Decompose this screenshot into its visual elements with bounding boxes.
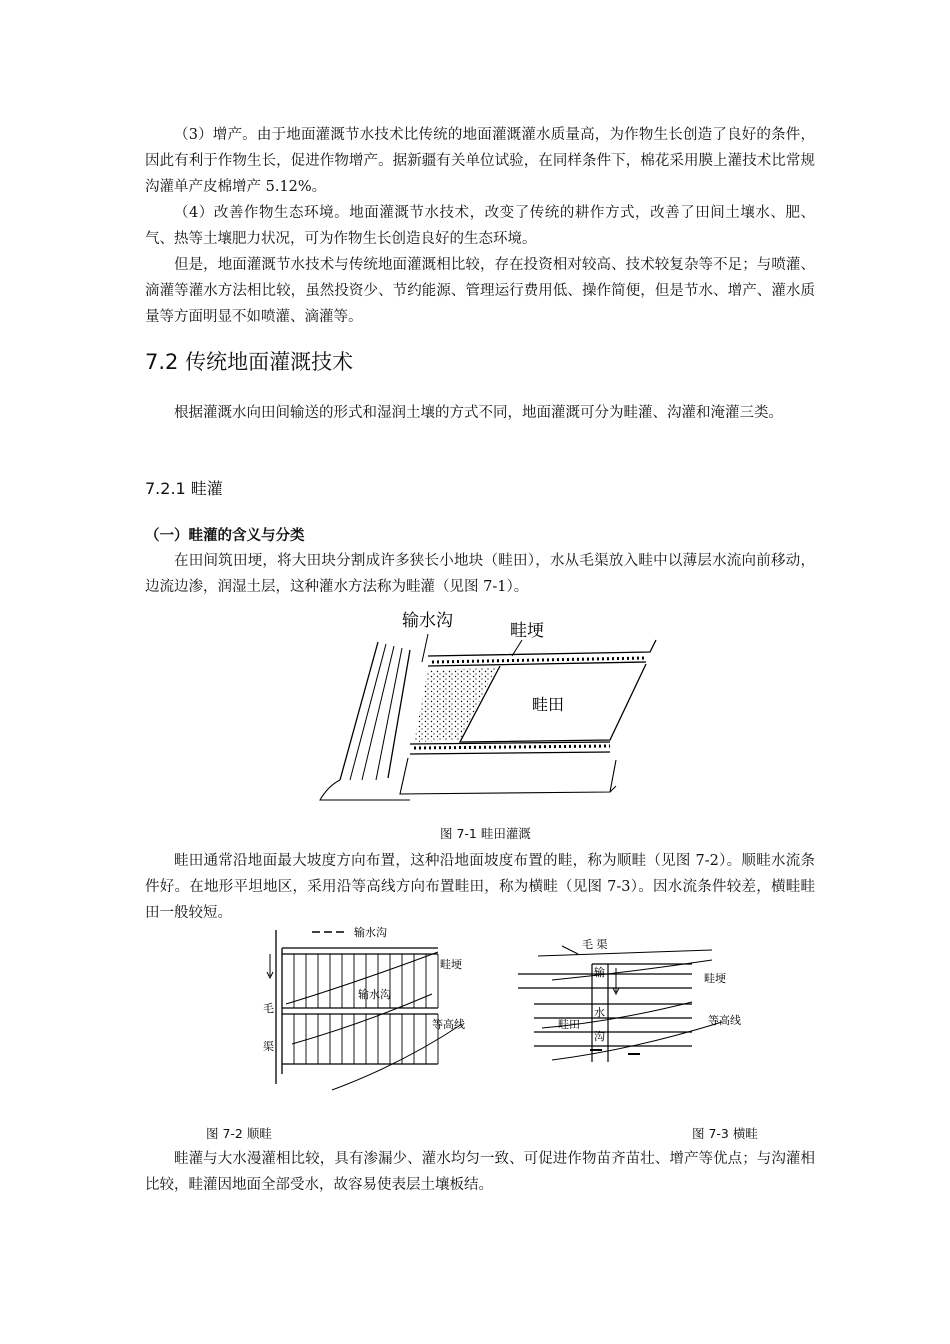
paragraph-yield: （3）增产。由于地面灌溉节水技术比传统的地面灌溉灌水质量高，为作物生长创造了良好的条件，因此有利于作物生长，促进作物增产。据新疆有关单位试验，在同样条件下，棉花采用膜上灌技术比常规沟灌单产皮棉增产 5.12%。	[145, 127, 815, 195]
fig3-label-field: 畦田	[558, 1018, 580, 1031]
fig3-label-gou: 沟	[594, 1030, 605, 1043]
paragraph-comparison: 畦灌与大水漫灌相比较，具有渗漏少、灌水均匀一致、可促进作物苗齐苗壮、增产等优点；与沟灌相比较，畦灌因地面全部受水，故容易使表层土壤板结。	[145, 1151, 815, 1193]
figure-7-2-diagram	[262, 924, 482, 1104]
fig2-label-mao: 毛	[263, 1002, 274, 1015]
fig3-label-maoqu: 毛 渠	[582, 938, 608, 951]
paragraph-layout: 畦田通常沿地面最大坡度方向布置，这种沿地面坡度布置的畦，称为顺畦（见图 7-2）。顺畦水流条件好。在地形平坦地区，采用沿等高线方向布置畦田，称为横畦（见图 7-3）。因水流条件较差，横畦畦田一般较短。	[145, 853, 815, 921]
figure-7-1-caption: 图 7-1 畦田灌溉	[440, 826, 531, 841]
fig2-label-qu: 渠	[263, 1040, 274, 1053]
paragraph-drawbacks: 但是，地面灌溉节水技术与传统地面灌溉相比较，存在投资相对较高、技术较复杂等不足；与喷灌、滴灌等灌水方法相比较，虽然投资少、节约能源、管理运行费用低、操作简便，但是节水、增产、灌水质量等方面明显不如喷灌、滴灌等。	[145, 257, 815, 325]
fig3-label-shu: 输	[594, 966, 605, 979]
fig2-label-contour: 等高线	[432, 1018, 465, 1031]
fig1-label-field: 畦田	[532, 695, 565, 714]
paragraph-ecology: （4）改善作物生态环境。地面灌溉节水技术，改变了传统的耕作方式，改善了田间土壤水、肥、气、热等土壤肥力状况，可为作物生长创造良好的生态环境。	[145, 205, 815, 247]
fig1-label-channel: 输水沟	[402, 611, 453, 631]
paragraph-definition: 在田间筑田埂，将大田块分割成许多狭长小地块（畦田），水从毛渠放入畦中以薄层水流向前移动，边流边渗，润湿土层，这种灌水方法称为畦灌（见图 7-1）。	[145, 553, 815, 595]
fig3-label-shui: 水	[594, 1006, 605, 1019]
figure-7-3-diagram	[512, 932, 772, 1072]
fig2-label-channel: 输水沟	[354, 926, 387, 939]
subsection-heading: （一）畦灌的含义与分类	[145, 528, 305, 544]
figure-7-2-caption: 图 7-2 顺畦	[206, 1126, 272, 1141]
section-heading-7-2: 7.2 传统地面灌溉技术	[145, 350, 354, 374]
paragraph-classification: 根据灌溉水向田间输送的形式和湿润土壤的方式不同，地面灌溉可分为畦灌、沟灌和淹灌三类。	[174, 405, 783, 421]
figure-7-1-diagram	[310, 600, 670, 810]
fig2-label-ridge: 畦埂	[440, 958, 462, 971]
fig3-label-contour: 等高线	[708, 1014, 741, 1027]
figure-7-3-caption: 图 7-3 横畦	[692, 1126, 758, 1141]
fig1-label-ridge: 畦埂	[510, 621, 544, 641]
fig2-label-channel-mid: 输水沟	[358, 988, 391, 1001]
section-heading-7-2-1: 7.2.1 畦灌	[145, 479, 223, 498]
fig3-label-ridge: 畦埂	[704, 972, 726, 985]
